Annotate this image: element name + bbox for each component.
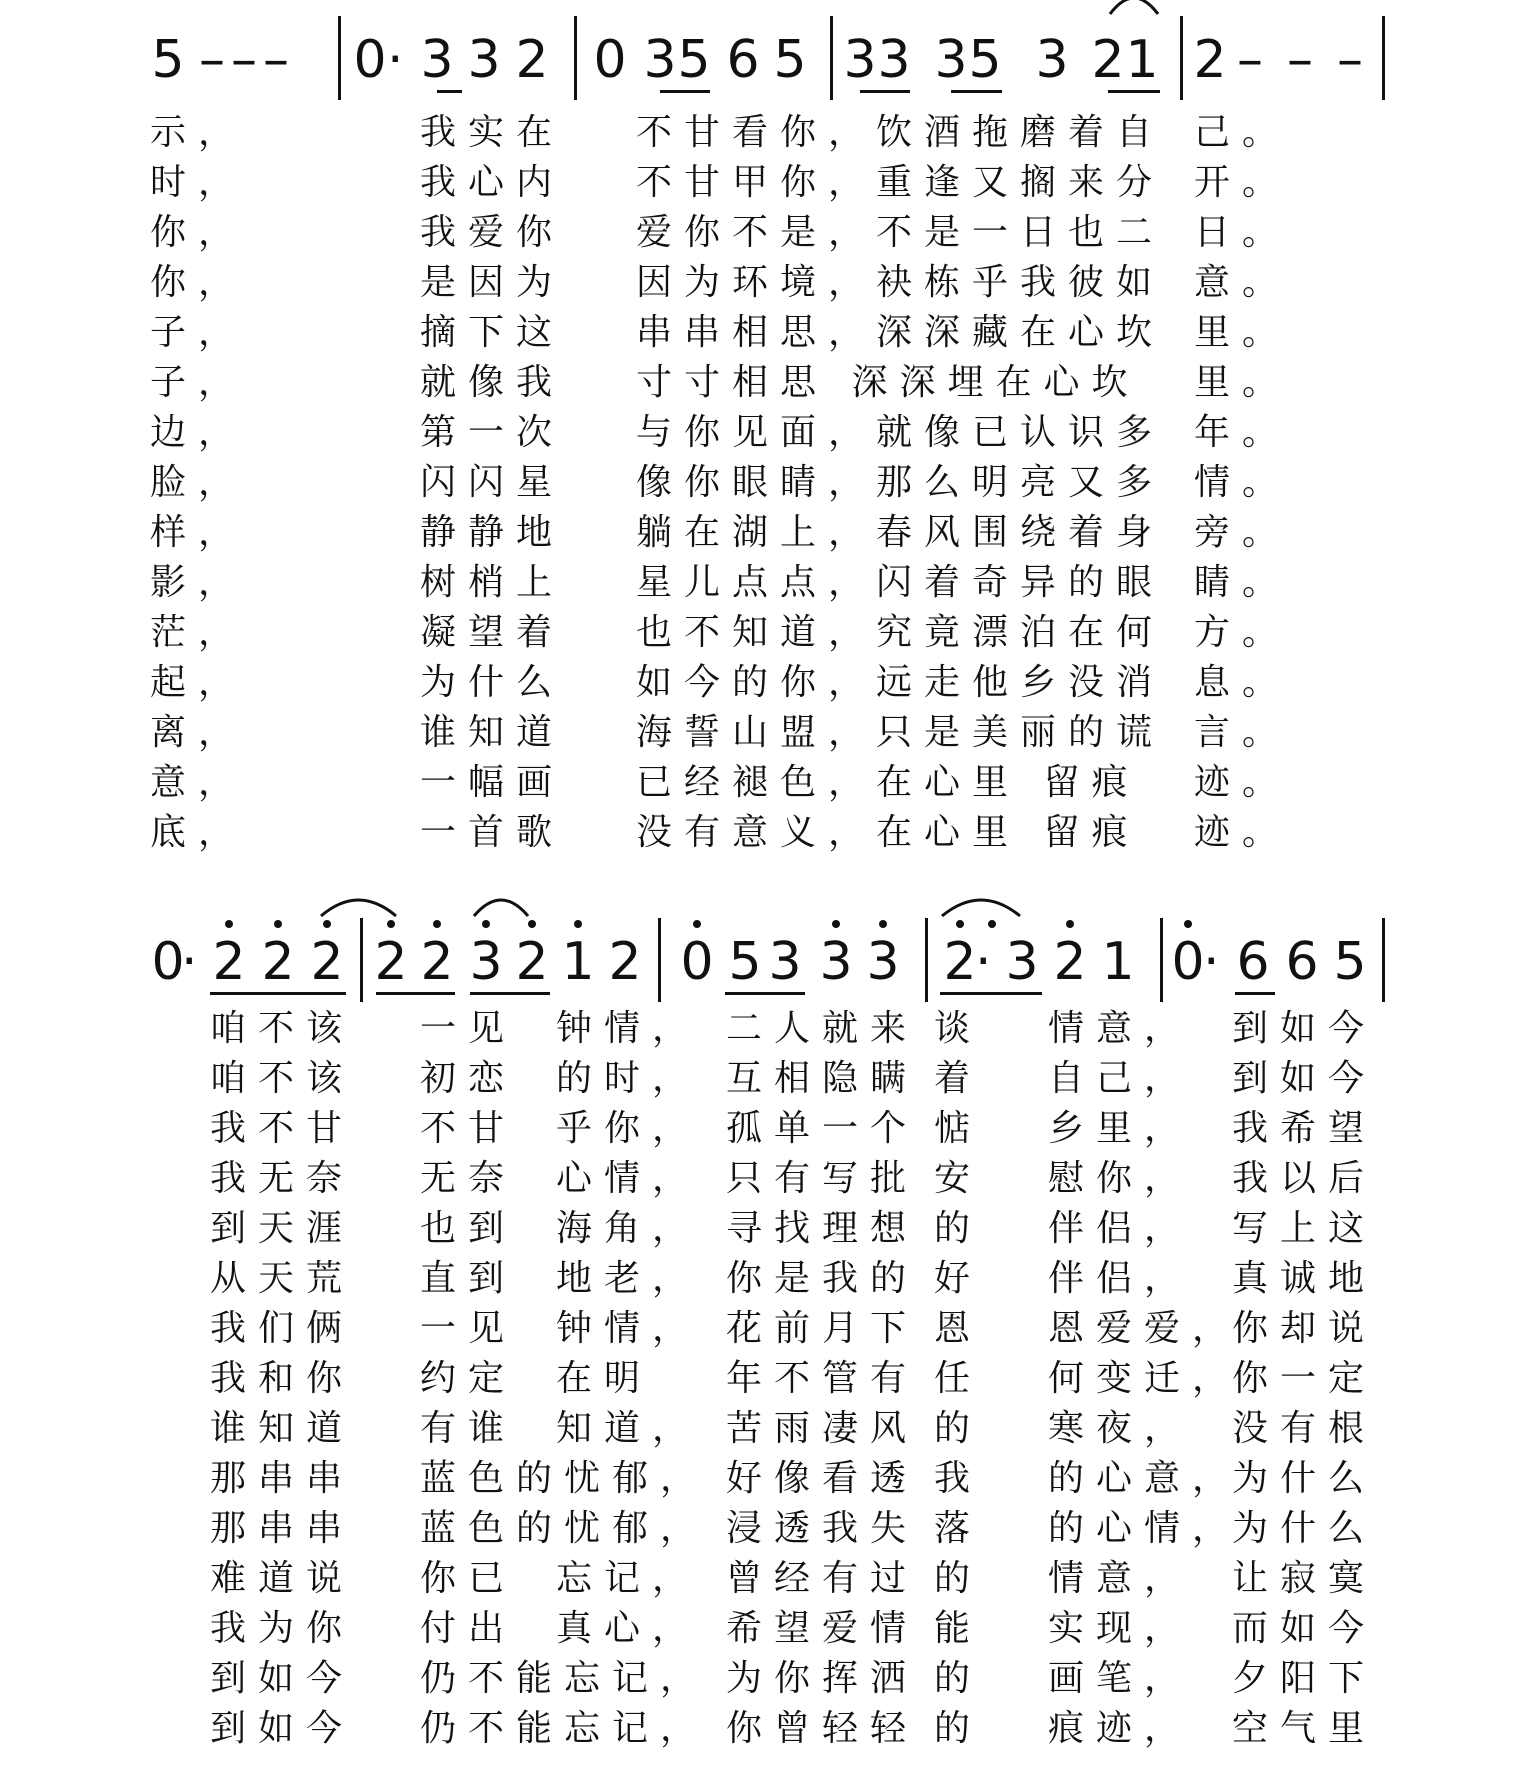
lyric-segment: 咱不该: [210, 1008, 355, 1049]
underline-beam: [860, 90, 910, 93]
lyric-segment: 花前月下: [726, 1308, 919, 1349]
lyric-segment: 伴侣，: [1048, 1208, 1193, 1249]
lyric-segment: 一见: [420, 1008, 517, 1049]
octave-dot: [1184, 920, 1192, 928]
octave-dot: [387, 920, 395, 928]
lyric-segment: 约定: [420, 1358, 517, 1399]
lyric-segment: 伴侣，: [1048, 1258, 1193, 1299]
lyric-segment: 到如今: [210, 1658, 355, 1699]
lyric-segment: 寒夜，: [1048, 1408, 1193, 1449]
lyric-segment: 夕阳下: [1232, 1658, 1377, 1699]
augmentation-dot: ·: [1203, 932, 1220, 992]
slur: [319, 894, 398, 918]
lyric-segment: 息。: [1194, 662, 1291, 703]
lyric-segment: 就像我: [420, 362, 565, 403]
lyric-segment: 到天涯: [210, 1208, 355, 1249]
octave-dot: [274, 920, 282, 928]
lyric-segment: 浸透我失: [726, 1508, 919, 1549]
lyric-segment: 像你眼睛，那么明亮又多: [636, 462, 1165, 503]
lyric-segment: 苦雨凄风: [726, 1408, 919, 1449]
lyric-segment: 第一次: [420, 412, 565, 453]
lyric-segment: 方。: [1194, 612, 1291, 653]
lyric-segment: 你，: [150, 262, 247, 303]
lyric-segment: 付出: [420, 1608, 517, 1649]
lyric-line: [0, 260, 1536, 306]
lyric-segment: 到如今: [210, 1708, 355, 1749]
lyric-segment: 实现，: [1048, 1608, 1193, 1649]
lyric-segment: 我无奈: [210, 1158, 355, 1199]
note: 2: [1091, 30, 1125, 90]
note: –: [1287, 30, 1313, 90]
lyric-segment: 画笔，: [1048, 1658, 1193, 1699]
lyric-segment: 情意，: [1048, 1558, 1193, 1599]
lyric-segment: 子，: [150, 312, 247, 353]
underline-beam: [660, 90, 710, 93]
lyric-segment: 让寂寞: [1232, 1558, 1377, 1599]
lyric-segment: 与你见面，就像已认识多: [636, 412, 1165, 453]
underline-beam: [437, 90, 462, 93]
lyric-segment: 的时，: [556, 1058, 701, 1099]
lyric-line: [0, 1406, 1536, 1452]
note: 3: [877, 30, 911, 90]
underline-beam: [1235, 992, 1275, 995]
lyric-segment: 慰你，: [1048, 1158, 1193, 1199]
lyric-segment: 一见: [420, 1308, 517, 1349]
note: 2: [420, 932, 454, 992]
lyric-segment: 年不管有: [726, 1358, 919, 1399]
lyric-segment: 凝望着: [420, 612, 565, 653]
lyric-segment: 离，: [150, 712, 247, 753]
lyric-segment: 真诚地: [1232, 1258, 1377, 1299]
lyric-segment: 寻找理想: [726, 1208, 919, 1249]
note: 3: [866, 932, 900, 992]
note: 5: [1333, 932, 1367, 992]
lyric-segment: 到如今: [1232, 1008, 1377, 1049]
note: –: [199, 30, 225, 90]
note: 3: [843, 30, 877, 90]
lyric-segment: 着: [934, 1058, 983, 1099]
lyric-segment: 的: [934, 1408, 983, 1449]
note: 1: [1125, 30, 1159, 90]
augmentation-dot: ·: [387, 30, 404, 90]
lyric-line: [0, 560, 1536, 606]
lyric-line: [0, 1456, 1536, 1502]
note: –: [1337, 30, 1363, 90]
note: 0: [680, 932, 714, 992]
notation-line-1: [0, 0, 1536, 120]
lyric-segment: 串串相思，深深藏在心坎: [636, 312, 1165, 353]
lyric-segment: 为什么: [1232, 1458, 1377, 1499]
lyric-line: [0, 1206, 1536, 1252]
lyric-segment: 痕迹，: [1048, 1708, 1193, 1749]
underline-beam: [376, 992, 455, 995]
note: 0: [151, 932, 185, 992]
lyric-segment: 的心情，: [1048, 1508, 1241, 1549]
note: 3: [469, 932, 503, 992]
lyric-segment: 年。: [1194, 412, 1291, 453]
lyric-segment: 旁。: [1194, 512, 1291, 553]
lyric-segment: 我: [934, 1458, 983, 1499]
lyric-segment: 能: [934, 1608, 983, 1649]
lyric-segment: 影，: [150, 562, 247, 603]
lyric-segment: 空气里: [1232, 1708, 1377, 1749]
lyric-segment: 星儿点点，闪着奇异的眼: [636, 562, 1165, 603]
lyric-segment: 直到: [420, 1258, 517, 1299]
octave-dot: [433, 920, 441, 928]
lyric-line: [0, 110, 1536, 156]
lyric-segment: 一幅画: [420, 762, 565, 803]
lyric-segment: 那串串: [210, 1458, 355, 1499]
barline: [360, 918, 363, 1002]
lyric-segment: 希望爱情: [726, 1608, 919, 1649]
lyric-segment: 地老，: [556, 1258, 701, 1299]
barline: [830, 16, 833, 100]
lyric-segment: 的: [934, 1708, 983, 1749]
lyric-segment: 真心，: [556, 1608, 701, 1649]
lyric-segment: 已经褪色，在心里 留痕: [636, 762, 1140, 803]
lyric-segment: 为你挥洒: [726, 1658, 919, 1699]
notation-line-2: [0, 880, 1536, 1000]
lyric-segment: 你曾轻轻: [726, 1708, 919, 1749]
octave-dot: [225, 920, 233, 928]
lyric-segment: 不甘: [420, 1108, 517, 1149]
lyric-segment: 安: [934, 1158, 983, 1199]
underline-beam: [470, 992, 550, 995]
barline: [1382, 918, 1385, 1002]
octave-dot: [574, 920, 582, 928]
barline: [658, 918, 661, 1002]
lyric-segment: 子，: [150, 362, 247, 403]
note: 3: [643, 30, 677, 90]
lyric-segment: 到如今: [1232, 1058, 1377, 1099]
octave-dot: [988, 920, 996, 928]
lyric-segment: 乡里，: [1048, 1108, 1193, 1149]
augmentation-dot: ·: [975, 932, 992, 992]
lyric-segment: 我爱你: [420, 212, 565, 253]
lyric-segment: 你已: [420, 1558, 517, 1599]
lyric-segment: 不甘甲你，重逢又搁来分: [636, 162, 1165, 203]
note: 2: [212, 932, 246, 992]
lyric-segment: 乎你，: [556, 1108, 701, 1149]
lyric-segment: 闪闪星: [420, 462, 565, 503]
lyric-segment: 互相隐瞒: [726, 1058, 919, 1099]
lyric-segment: 睛。: [1194, 562, 1291, 603]
note: 0: [353, 30, 387, 90]
lyric-segment: 迹。: [1194, 812, 1291, 853]
lyric-line: [0, 1306, 1536, 1352]
lyric-segment: 样，: [150, 512, 247, 553]
lyric-line: [0, 610, 1536, 656]
lyric-segment: 寸寸相思 深深埋在心坎: [636, 362, 1140, 403]
lyric-line: [0, 1006, 1536, 1052]
lyric-segment: 我以后: [1232, 1158, 1377, 1199]
lyric-segment: 曾经有过: [726, 1558, 919, 1599]
lyric-segment: 海誓山盟，只是美丽的谎: [636, 712, 1165, 753]
lyric-line: [0, 410, 1536, 456]
lyric-segment: 落: [934, 1508, 983, 1549]
lyric-segment: 恩爱爱，: [1048, 1308, 1241, 1349]
lyric-segment: 恩: [934, 1308, 983, 1349]
barline: [925, 918, 928, 1002]
lyric-segment: 忘记，: [556, 1558, 701, 1599]
lyric-segment: 你是我的: [726, 1258, 919, 1299]
lyric-segment: 言。: [1194, 712, 1291, 753]
lyric-segment: 没有根: [1232, 1408, 1377, 1449]
octave-dot: [528, 920, 536, 928]
lyric-segment: 的: [934, 1658, 983, 1699]
lyric-segment: 没有意义，在心里 留痕: [636, 812, 1140, 853]
augmentation-dot: ·: [181, 932, 198, 992]
lyric-segment: 底，: [150, 812, 247, 853]
lyric-segment: 写上这: [1232, 1208, 1377, 1249]
lyric-segment: 孤单一个: [726, 1108, 919, 1149]
note: –: [1237, 30, 1263, 90]
note: 2: [515, 932, 549, 992]
lyric-segment: 难道说: [210, 1558, 355, 1599]
lyric-segment: 也不知道，究竟漂泊在何: [636, 612, 1165, 653]
underline-beam: [1108, 90, 1160, 93]
lyric-segment: 因为环境，袂栋乎我彼如: [636, 262, 1165, 303]
lyric-line: [0, 710, 1536, 756]
lyric-segment: 你一定: [1232, 1358, 1377, 1399]
lyric-segment: 谁知道: [420, 712, 565, 753]
lyric-segment: 惦: [934, 1108, 983, 1149]
lyric-segment: 为什么: [1232, 1508, 1377, 1549]
lyric-segment: 仍不能忘记，: [420, 1658, 709, 1699]
lyric-segment: 茫，: [150, 612, 247, 653]
lyric-line: [0, 1656, 1536, 1702]
lyric-segment: 蓝色的忧郁，: [420, 1458, 709, 1499]
lyric-segment: 的心意，: [1048, 1458, 1241, 1499]
lyric-segment: 我和你: [210, 1358, 355, 1399]
lyric-segment: 迹。: [1194, 762, 1291, 803]
lyric-line: [0, 510, 1536, 556]
lyric-segment: 意，: [150, 762, 247, 803]
lyric-segment: 咱不该: [210, 1058, 355, 1099]
lyric-line: [0, 1706, 1536, 1752]
lyric-segment: 好像看透: [726, 1458, 919, 1499]
lyric-segment: 钟情，: [556, 1308, 701, 1349]
lyric-line: [0, 1156, 1536, 1202]
lyric-segment: 静静地: [420, 512, 565, 553]
note: 2: [374, 932, 408, 992]
note: 6: [726, 30, 760, 90]
lyric-line: [0, 1506, 1536, 1552]
lyric-segment: 无奈: [420, 1158, 517, 1199]
lyric-segment: 初恋: [420, 1058, 517, 1099]
lyric-segment: 树梢上: [420, 562, 565, 603]
barline: [574, 16, 577, 100]
lyric-segment: 那串串: [210, 1508, 355, 1549]
lyric-segment: 自己，: [1048, 1058, 1193, 1099]
note: 3: [420, 30, 454, 90]
lyric-segment: 在明: [556, 1358, 653, 1399]
lyric-segment: 谈: [934, 1008, 983, 1049]
lyric-segment: 意。: [1194, 262, 1291, 303]
lyric-segment: 情。: [1194, 462, 1291, 503]
note: 2: [261, 932, 295, 992]
lyric-segment: 里。: [1194, 362, 1291, 403]
note: 6: [1236, 932, 1270, 992]
lyric-segment: 躺在湖上，春风围绕着身: [636, 512, 1165, 553]
lyric-segment: 而如今: [1232, 1608, 1377, 1649]
lyric-segment: 摘下这: [420, 312, 565, 353]
note: 2: [1193, 30, 1227, 90]
slur: [472, 894, 530, 918]
lyric-segment: 时，: [150, 162, 247, 203]
lyric-segment: 我心内: [420, 162, 565, 203]
octave-dot: [956, 920, 964, 928]
lyric-line: [0, 1356, 1536, 1402]
lyric-segment: 从天荒: [210, 1258, 355, 1299]
lyric-segment: 如今的你，远走他乡没消: [636, 662, 1165, 703]
lyric-segment: 边，: [150, 412, 247, 453]
lyric-segment: 我为你: [210, 1608, 355, 1649]
lyric-line: [0, 660, 1536, 706]
note: 5: [677, 30, 711, 90]
lyric-segment: 仍不能忘记，: [420, 1708, 709, 1749]
lyric-segment: 海角，: [556, 1208, 701, 1249]
lyric-segment: 我希望: [1232, 1108, 1377, 1149]
note: 6: [1285, 932, 1319, 992]
note: 1: [561, 932, 595, 992]
lyric-segment: 有谁: [420, 1408, 517, 1449]
octave-dot: [1066, 920, 1074, 928]
lyric-segment: 好: [934, 1258, 983, 1299]
lyric-segment: 我实在: [420, 112, 565, 153]
note: 2: [515, 30, 549, 90]
lyric-segment: 也到: [420, 1208, 517, 1249]
lyric-segment: 示，: [150, 112, 247, 153]
lyric-segment: 二人就来: [726, 1008, 919, 1049]
lyric-segment: 谁知道: [210, 1408, 355, 1449]
note: 2: [1053, 932, 1087, 992]
note: 2: [310, 932, 344, 992]
underline-beam: [951, 90, 1002, 93]
underline-beam: [940, 992, 1042, 995]
lyric-line: [0, 360, 1536, 406]
lyric-segment: 是因为: [420, 262, 565, 303]
note: 3: [934, 30, 968, 90]
lyric-line: [0, 310, 1536, 356]
octave-dot: [323, 920, 331, 928]
note: 3: [467, 30, 501, 90]
lyric-segment: 我们俩: [210, 1308, 355, 1349]
lyric-segment: 你却说: [1232, 1308, 1377, 1349]
note: 5: [151, 30, 185, 90]
lyric-segment: 不甘看你，饮酒拖磨着自: [636, 112, 1165, 153]
lyric-line: [0, 1556, 1536, 1602]
lyric-segment: 己。: [1194, 112, 1291, 153]
lyric-line: [0, 810, 1536, 856]
underline-beam: [210, 992, 346, 995]
note: 5: [728, 932, 762, 992]
lyric-line: [0, 1056, 1536, 1102]
lyric-segment: 日。: [1194, 212, 1291, 253]
note: 2: [608, 932, 642, 992]
slur: [1108, 0, 1160, 16]
note: 0: [593, 30, 627, 90]
lyric-line: [0, 1256, 1536, 1302]
note: 1: [1101, 932, 1135, 992]
note: –: [231, 30, 257, 90]
lyric-segment: 的: [934, 1208, 983, 1249]
lyric-segment: 蓝色的忧郁，: [420, 1508, 709, 1549]
slur: [940, 894, 1022, 918]
lyric-segment: 只有写批: [726, 1158, 919, 1199]
octave-dot: [693, 920, 701, 928]
lyric-segment: 里。: [1194, 312, 1291, 353]
octave-dot: [879, 920, 887, 928]
lyric-line: [0, 160, 1536, 206]
note: 5: [773, 30, 807, 90]
lyric-line: [0, 760, 1536, 806]
note: 0: [1171, 932, 1205, 992]
lyric-segment: 钟情，: [556, 1008, 701, 1049]
lyric-segment: 起，: [150, 662, 247, 703]
note: 3: [1035, 30, 1069, 90]
lyric-line: [0, 1606, 1536, 1652]
lyric-segment: 心情，: [556, 1158, 701, 1199]
lyric-segment: 我不甘: [210, 1108, 355, 1149]
note: 2: [943, 932, 977, 992]
lyric-line: [0, 460, 1536, 506]
lyric-segment: 的: [934, 1558, 983, 1599]
octave-dot: [482, 920, 490, 928]
lyric-segment: 脸，: [150, 462, 247, 503]
lyric-segment: 你，: [150, 212, 247, 253]
note: 3: [819, 932, 853, 992]
underline-beam: [725, 992, 805, 995]
lyric-segment: 何变迁，: [1048, 1358, 1241, 1399]
lyric-segment: 情意，: [1048, 1008, 1193, 1049]
lyric-segment: 开。: [1194, 162, 1291, 203]
note: 3: [768, 932, 802, 992]
barline: [1160, 918, 1163, 1002]
octave-dot: [832, 920, 840, 928]
lyric-segment: 为什么: [420, 662, 565, 703]
lyric-segment: 爱你不是，不是一日也二: [636, 212, 1165, 253]
note: –: [263, 30, 289, 90]
note: 3: [1005, 932, 1039, 992]
lyric-line: [0, 210, 1536, 256]
barline: [1180, 16, 1183, 100]
barline: [338, 16, 341, 100]
lyric-segment: 任: [934, 1358, 983, 1399]
lyric-segment: 一首歌: [420, 812, 565, 853]
note: 5: [968, 30, 1002, 90]
lyric-segment: 知道，: [556, 1408, 701, 1449]
lyric-line: [0, 1106, 1536, 1152]
barline: [1382, 16, 1385, 100]
